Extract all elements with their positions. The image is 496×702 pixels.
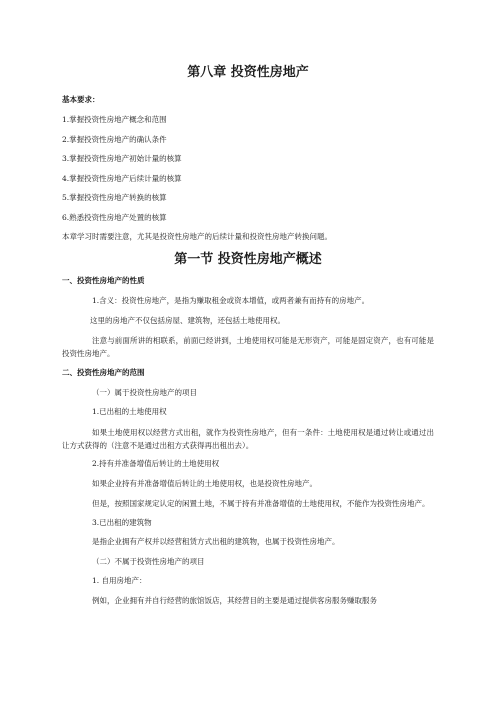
requirements-note: 本章学习时需要注意，尤其是投资性房地产的后续计量和投资性房地产转换问题。	[62, 232, 332, 241]
part2-heading: 二、投资性房地产的范围	[62, 367, 145, 377]
item1-title: 1.已出租的土地使用权	[92, 407, 167, 416]
item2-title: 2.持有并准备增值后转让的土地使用权	[92, 459, 220, 468]
note-paragraph: 注意与前面所讲的相联系，前面已经讲到，土地使用权可能是无形资产，可能是固定资产，也有可能是投资性房地产。	[62, 336, 434, 358]
definition-line-2: 这里的房地产不仅包括房屋、建筑物，还包括土地使用权。	[90, 315, 285, 325]
item4-title: 1. 自用房地产：	[92, 576, 147, 585]
item3-text: 是指企业拥有产权并以经营租赁方式出租的建筑物，也属于投资性房地产。	[92, 537, 340, 546]
requirement-item-1: 1.掌握投资性房地产概念和范围	[62, 115, 167, 124]
definition-line-1: 1.含义：投资性房地产，是指为赚取租金或资本增值，或两者兼有而持有的房地产。	[92, 296, 370, 305]
requirements-heading: 基本要求：	[62, 95, 100, 104]
chapter-title: 第八章 投资性房地产	[187, 65, 309, 80]
requirement-item-3: 3.掌握投资性房地产初始计量的核算	[62, 154, 182, 163]
requirement-item-6: 6.熟悉投资性房地产处置的核算	[62, 212, 167, 222]
sub-heading-excluded: （二）不属于投资性房地产的项目	[92, 556, 205, 566]
item4-text: 例如，企业拥有并自行经营的旅馆饭店，其经营目的主要是通过提供客房服务赚取服务	[92, 595, 377, 605]
item2-text-2: 但是，按照国家规定认定的闲置土地，不属于持有并准备增值的土地使用权，不能作为投资性房地产。	[92, 499, 430, 508]
section-title: 第一节 投资性房地产概述	[174, 252, 322, 267]
requirement-item-5: 5.掌握投资性房地产转换的核算	[62, 193, 167, 202]
requirement-item-2: 2.掌握投资性房地产的确认条件	[62, 134, 167, 144]
part1-heading: 一、投资性房地产的性质	[62, 276, 145, 285]
requirement-item-4: 4.掌握投资性房地产后续计量的核算	[62, 173, 182, 183]
item3-title: 3.已出租的建筑物	[92, 517, 152, 527]
item1-text: 如果土地使用权以经营方式出租，就作为投资性房地产，但有一条件：土地使用权是通过转让或通过出让方式获得的（注意不是通过出租方式获得再出租出去）。	[62, 427, 434, 450]
sub-heading-included: （一）属于投资性房地产的项目	[92, 387, 197, 397]
item2-text-1: 如果企业持有并准备增值后转让的土地使用权，也是投资性房地产。	[92, 478, 317, 488]
